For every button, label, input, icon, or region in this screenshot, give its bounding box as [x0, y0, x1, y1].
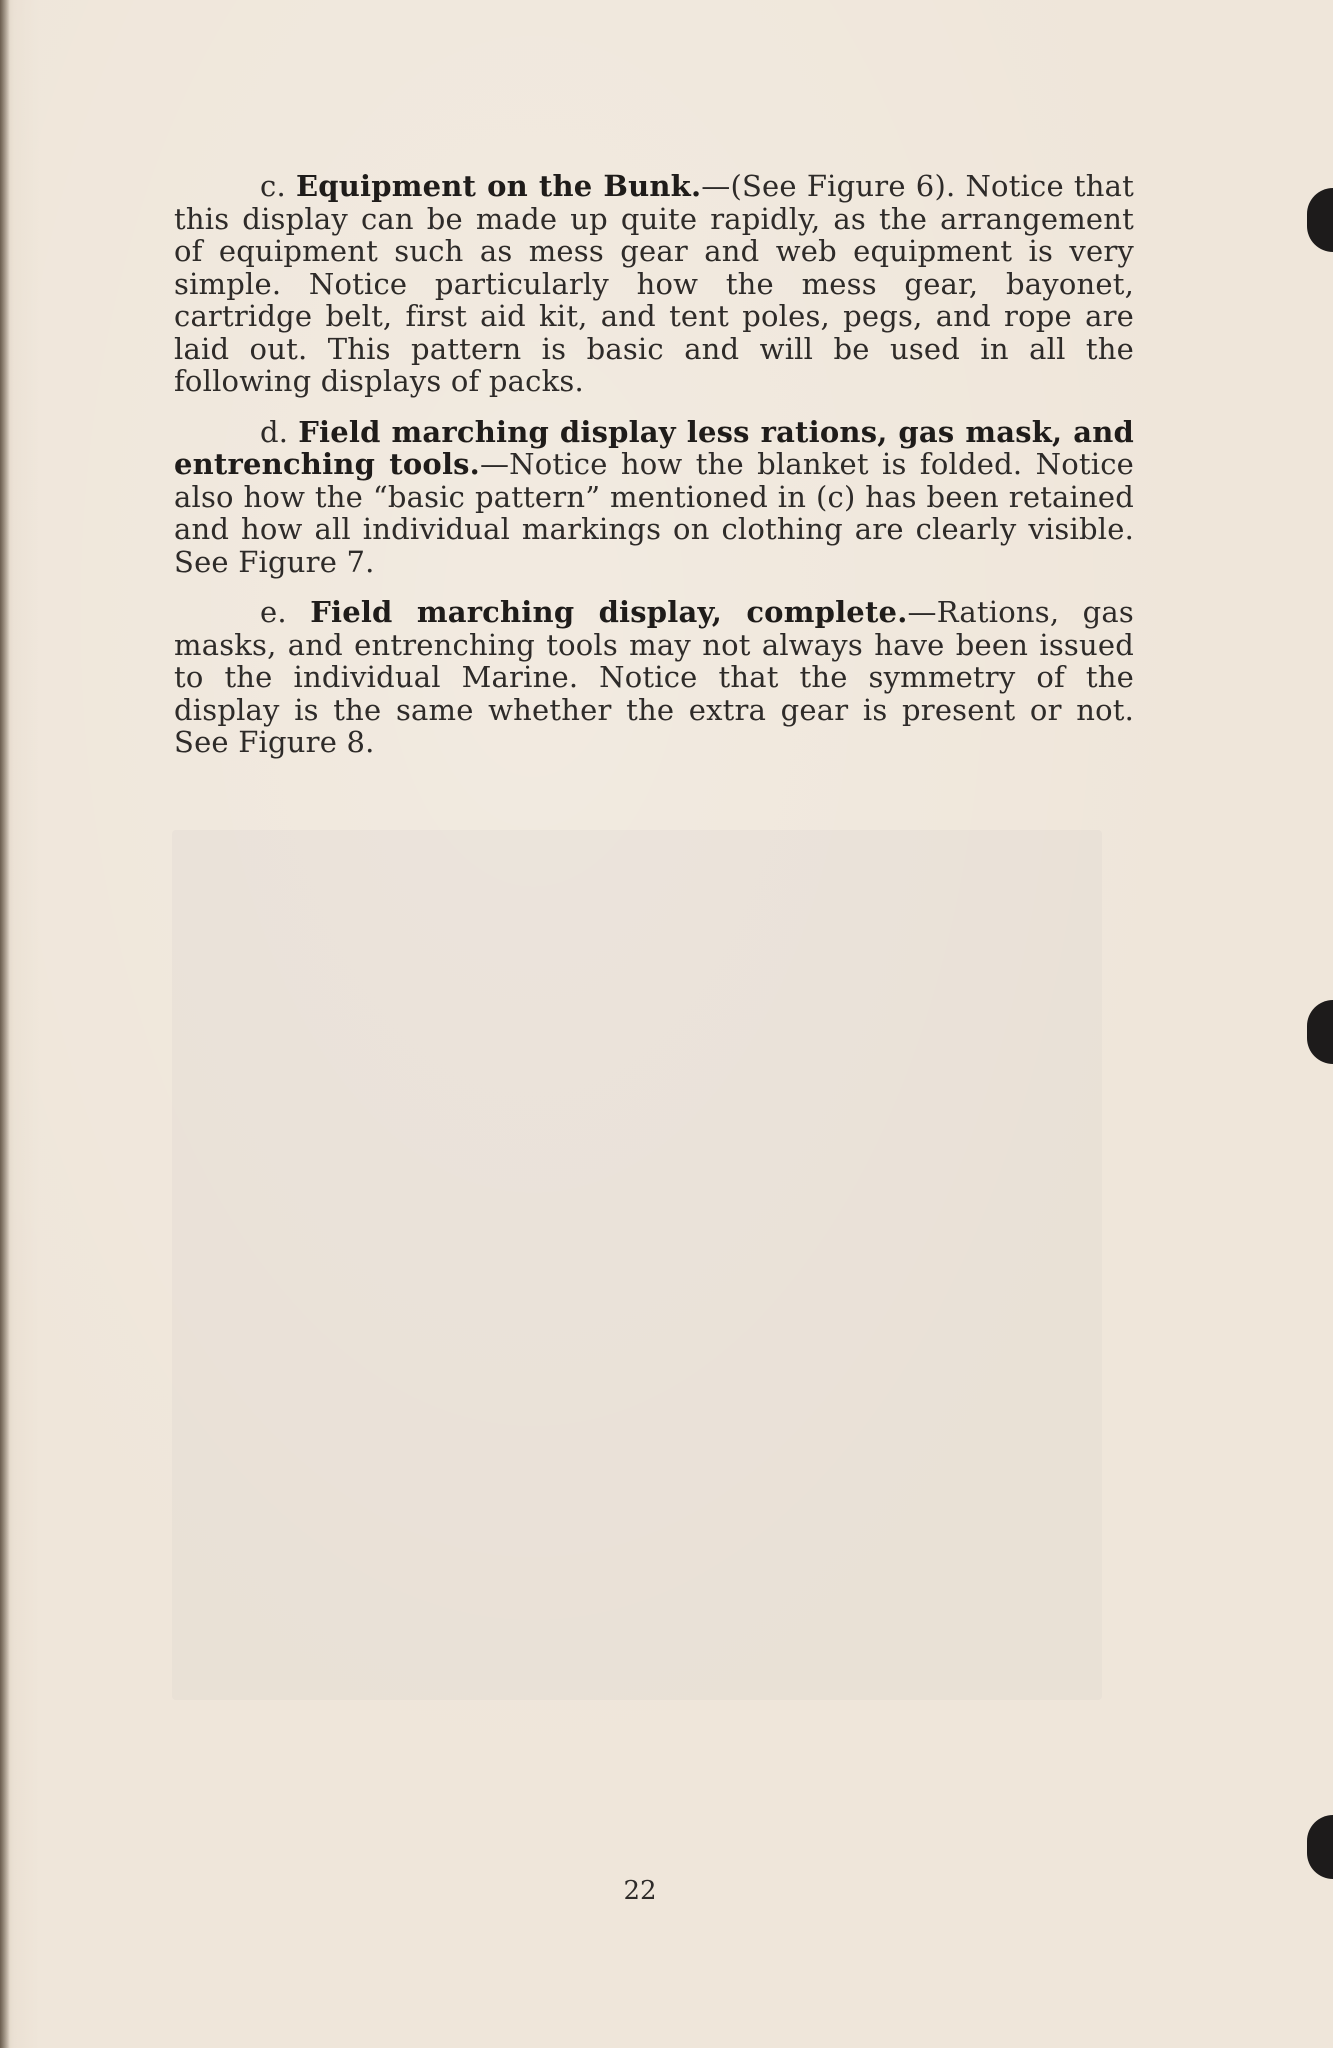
paragraph-d: [174, 416, 1134, 579]
punch-hole-top: [1307, 188, 1333, 252]
paragraph-body: —(See Figure 6). Notice that this display can be made up quite rapidly, as the arrangement of equipment such as mess gear and web equipment is very simple. Notice particularly how the mess gear, bayonet, cartridge belt, first aid kit, and tent poles, pegs, and rope are laid out. This pattern is basic and will be used in all the following displays of packs.: [174, 169, 1134, 398]
punch-hole-bottom: [1307, 1815, 1333, 1879]
page-number: 22: [623, 1876, 657, 1906]
paragraph-body: —Notice how the blanket is folded. Notice also how the “basic pattern” mentioned in (c) has been retained and how all individual markings on clothing are clearly visible. See Figure 7.: [174, 447, 1134, 579]
paragraph-body: —Rations, gas masks, and entrenching tools may not always have been issued to the individual Marine. Notice that the symmetry of the display is the same whether the extra gear is present or not. See Figure 8.: [174, 595, 1134, 759]
paragraph-heading: Field marching display less rations, gas mask, and entrenching tools.: [174, 414, 1134, 481]
punch-hole-middle: [1307, 1000, 1333, 1064]
paragraph-letter: e.: [260, 595, 287, 629]
paragraph-e: [174, 596, 1134, 759]
paragraph-heading: Equipment on the Bunk.: [295, 169, 702, 203]
binding-edge: [0, 0, 10, 2048]
bleed-through-area: [172, 830, 1102, 1700]
paragraph-letter: d.: [260, 414, 289, 449]
paragraph-heading: Field marching display, complete.: [310, 595, 908, 629]
paragraph-c: [174, 170, 1134, 398]
paragraph-letter: c.: [260, 169, 286, 203]
text-body: [174, 170, 1134, 777]
